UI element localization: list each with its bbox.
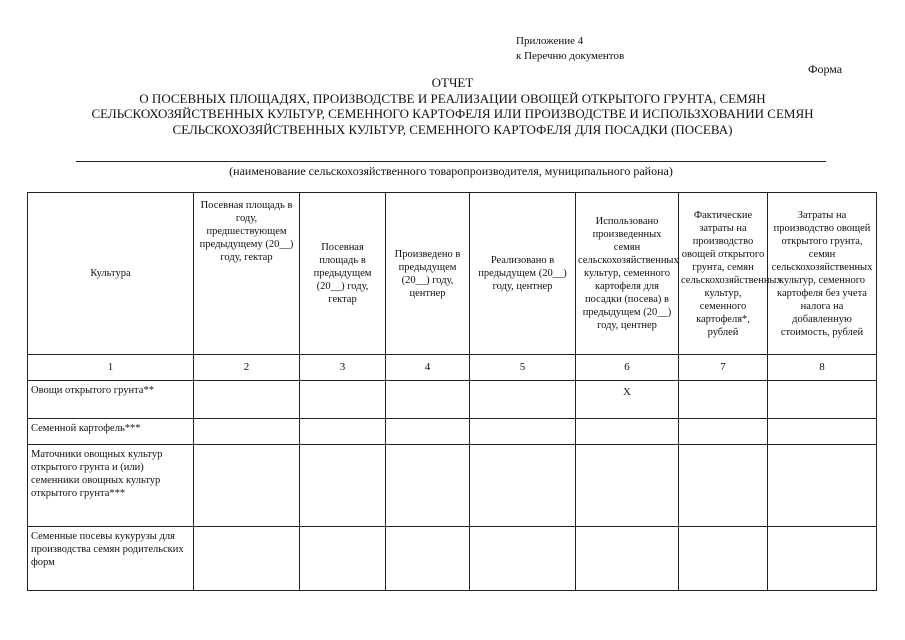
report-table xyxy=(27,192,877,591)
table-cell[interactable] xyxy=(768,381,877,419)
appendix-document-list: к Перечню документов xyxy=(516,50,625,62)
table-cell[interactable] xyxy=(194,445,300,527)
column-header-area-prior-year: Посевная площадь в году, предшествующем предыдущему (20__) году, гектар xyxy=(194,193,300,355)
column-number: 5 xyxy=(470,355,576,381)
table-cell[interactable] xyxy=(194,527,300,591)
table-cell[interactable] xyxy=(470,445,576,527)
column-number: 2 xyxy=(194,355,300,381)
table-cell-not-applicable: X xyxy=(576,381,679,419)
table-cell[interactable] xyxy=(300,527,386,591)
table-cell[interactable] xyxy=(768,445,877,527)
column-header-costs-without-vat: Затраты на производство овощей открытого грунта, семян сельскохозяйственных культур, семенного картофеля без учета налога на добавленную стоимость, рублей xyxy=(768,193,877,355)
table-cell[interactable] xyxy=(300,381,386,419)
report-title-line-1: ОТЧЕТ xyxy=(431,75,474,90)
table-cell[interactable] xyxy=(470,381,576,419)
column-header-actual-costs: Фактические затраты на производство овощей открытого грунта, семян сельскохозяйственных культур, семенного картофеля*, рублей xyxy=(679,193,768,355)
table-cell[interactable] xyxy=(470,527,576,591)
table-row xyxy=(28,419,877,445)
appendix-reference xyxy=(516,34,624,64)
table-cell[interactable] xyxy=(386,419,470,445)
column-header-culture: Культура xyxy=(28,193,194,355)
column-number: 1 xyxy=(28,355,194,381)
table-cell[interactable] xyxy=(679,527,768,591)
row-label-seed-potato: Семенной картофель*** xyxy=(28,419,194,445)
column-number: 4 xyxy=(386,355,470,381)
table-header-row xyxy=(28,193,877,355)
table-cell[interactable] xyxy=(679,419,768,445)
table-row xyxy=(28,381,877,419)
table-cell[interactable] xyxy=(386,381,470,419)
table-cell[interactable] xyxy=(576,527,679,591)
table-cell[interactable] xyxy=(386,445,470,527)
row-label-open-ground-vegetables: Овощи открытого грунта** xyxy=(28,381,194,419)
form-label: Форма xyxy=(808,62,843,76)
report-title-line-3: СЕЛЬСКОХОЗЯЙСТВЕННЫХ КУЛЬТУР, СЕМЕННОГО КАРТОФЕЛЯ ИЛИ ПРОИЗВОДСТВЕ И ИСПОЛЬЗХОВАНИИ СЕМЯН xyxy=(91,106,814,121)
table-cell[interactable] xyxy=(768,419,877,445)
table-cell[interactable] xyxy=(470,419,576,445)
producer-name-caption: (наименование сельскохозяйственного товаропроизводителя, муниципального района) xyxy=(229,164,673,178)
table-cell[interactable] xyxy=(576,445,679,527)
table-cell[interactable] xyxy=(768,527,877,591)
column-number-row xyxy=(28,355,877,381)
table-row xyxy=(28,527,877,591)
table-cell[interactable] xyxy=(679,445,768,527)
column-number: 6 xyxy=(576,355,679,381)
column-header-produced: Произведено в предыдущем (20__) году, центнер xyxy=(386,193,470,355)
row-label-corn-seed-crops: Семенные посевы кукурузы для производства семян родительских форм xyxy=(28,527,194,591)
column-number: 8 xyxy=(768,355,877,381)
table-cell[interactable] xyxy=(194,381,300,419)
report-title xyxy=(60,75,845,137)
report-title-line-2: О ПОСЕВНЫХ ПЛОЩАДЯХ, ПРОИЗВОДСТВЕ И РЕАЛИЗАЦИИ ОВОЩЕЙ ОТКРЫТОГО ГРУНТА, СЕМЯН xyxy=(139,90,766,106)
table-cell[interactable] xyxy=(679,381,768,419)
table-cell[interactable] xyxy=(300,419,386,445)
table-cell[interactable] xyxy=(386,527,470,591)
report-title-line-4: СЕЛЬСКОХОЗЯЙСТВЕННЫХ КУЛЬТУР, СЕМЕННОГО КАРТОФЕЛЯ ДЛЯ ПОСАДКИ (ПОСЕВА) xyxy=(172,121,733,137)
table-cell[interactable] xyxy=(300,445,386,527)
column-header-sold: Реализовано в предыдущем (20__) году, центнер xyxy=(470,193,576,355)
column-number: 7 xyxy=(679,355,768,381)
table-cell[interactable] xyxy=(194,419,300,445)
column-header-area-previous-year: Посевная площадь в предыдущем (20__) году, гектар xyxy=(300,193,386,355)
row-label-vegetable-mother-plants: Маточники овощных культур открытого грунта и (или) семенники овощных культур открытого грунта*** xyxy=(28,445,194,527)
producer-name-line[interactable] xyxy=(76,161,826,162)
column-number: 3 xyxy=(300,355,386,381)
column-header-used-seeds: Использовано произведенных семян сельскохозяйственных культур, семенного картофеля для посадки (посева) в предыдущем (20__) году, центнер xyxy=(576,193,679,355)
table-row xyxy=(28,445,877,527)
appendix-number: Приложение 4 xyxy=(516,35,584,47)
table-cell[interactable] xyxy=(576,419,679,445)
